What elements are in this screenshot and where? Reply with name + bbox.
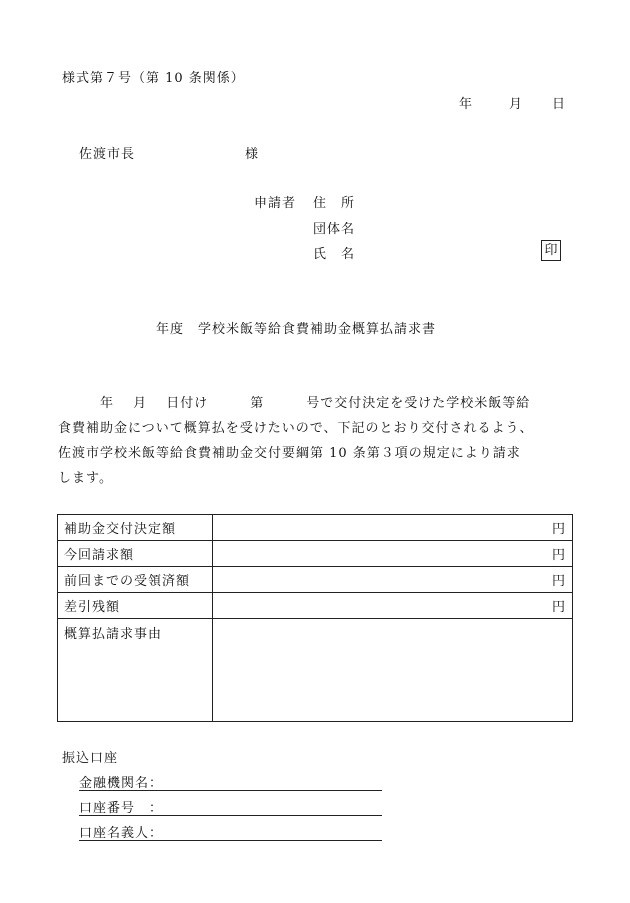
table-label: 補助金交付決定額	[58, 515, 213, 541]
table-label: 今回請求額	[58, 541, 213, 567]
yen-unit: 円	[551, 522, 566, 537]
table-row	[58, 593, 573, 619]
table-label: 差引残額	[58, 593, 213, 619]
org-label: 団体名	[313, 222, 356, 237]
table-row	[58, 515, 573, 541]
yen-unit: 円	[551, 600, 566, 615]
body-line-1: 年 月 日付け 第 号で交付決定を受けた学校米飯等給	[58, 396, 531, 411]
bank-account-number-label: 口座番号 ：	[79, 801, 164, 816]
body-line-4: します。	[58, 471, 113, 486]
table-value-field[interactable]	[213, 567, 573, 593]
applicant-label: 申請者	[254, 196, 297, 211]
table-row	[58, 619, 573, 722]
amount-table	[57, 514, 573, 722]
body-line-3: 佐渡市学校米飯等給食費補助金交付要綱第 10 条第３項の規定により請求	[58, 446, 521, 461]
table-row	[58, 541, 573, 567]
date-month: 月	[509, 97, 524, 112]
reason-label: 概算払請求事由	[58, 619, 213, 722]
bank-account-number-row[interactable]	[79, 797, 382, 816]
table-row	[58, 567, 573, 593]
date-year: 年	[459, 97, 474, 112]
table-value-field[interactable]	[213, 515, 573, 541]
table-label: 前回までの受領済額	[58, 567, 213, 593]
body-line-2: 食費補助金について概算払を受けたいので、下記のとおり交付されるよう、	[58, 421, 534, 436]
table-value-field[interactable]	[213, 593, 573, 619]
address-label: 住 所	[313, 196, 356, 211]
date-day: 日	[552, 97, 567, 112]
bank-account-name-label: 口座名義人：	[79, 826, 164, 841]
bank-institution-row[interactable]	[79, 772, 382, 791]
bank-institution-label: 金融機関名：	[79, 776, 164, 791]
bank-account-name-row[interactable]	[79, 822, 382, 841]
honorific: 様	[245, 147, 260, 162]
reason-field[interactable]	[213, 619, 573, 722]
bank-heading: 振込口座	[62, 751, 119, 766]
name-label: 氏 名	[313, 247, 356, 262]
document-title: 年度 学校米飯等給食費補助金概算払請求書	[156, 322, 437, 337]
seal-mark: 印	[541, 240, 561, 261]
table-value-field[interactable]	[213, 541, 573, 567]
yen-unit: 円	[551, 548, 566, 563]
form-number: 様式第７号（第 10 条関係）	[62, 71, 245, 86]
yen-unit: 円	[551, 574, 566, 589]
addressee: 佐渡市長	[79, 147, 136, 162]
